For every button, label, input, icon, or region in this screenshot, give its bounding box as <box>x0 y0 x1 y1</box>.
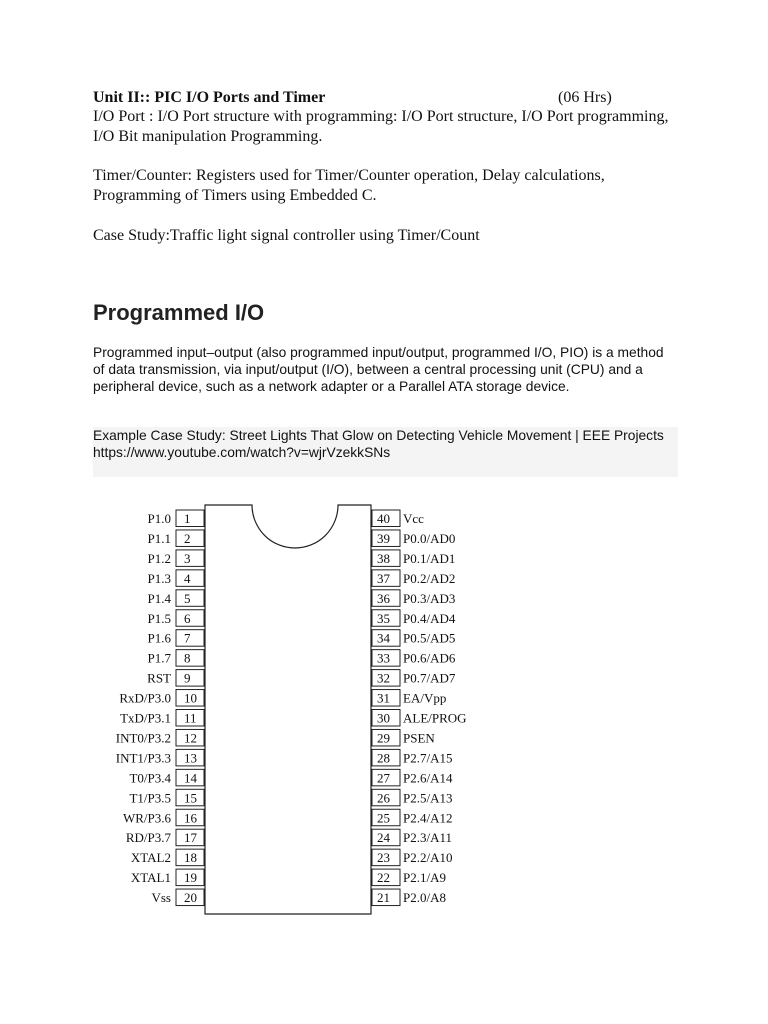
pin-label: P0.7/AD7 <box>403 670 456 686</box>
pin-number: 3 <box>184 550 191 566</box>
chip-body <box>205 505 371 914</box>
pin-18 <box>131 849 204 866</box>
pin-28 <box>372 749 452 766</box>
pin-number: 22 <box>377 870 390 886</box>
pin-label: EA/Vpp <box>403 690 447 706</box>
pin-number: 40 <box>377 511 390 526</box>
pin-35 <box>372 610 456 627</box>
pin-20 <box>151 889 204 906</box>
pin-15 <box>129 789 204 806</box>
example-link[interactable]: https://www.youtube.com/watch?v=wjrVzekkSNs <box>93 445 391 460</box>
pin-label: P1.6 <box>147 630 171 646</box>
pin-label: P0.5/AD5 <box>403 630 456 646</box>
pin-label: P2.0/A8 <box>403 890 446 906</box>
pin-24 <box>372 829 452 846</box>
pin-33 <box>372 650 456 667</box>
pin-number: 1 <box>184 511 191 526</box>
pin-label: XTAL2 <box>130 850 171 866</box>
pin-number: 7 <box>184 630 191 646</box>
pin-number: 20 <box>184 890 197 906</box>
pin-19 <box>131 869 204 886</box>
pin-3 <box>148 550 204 567</box>
pin-label: INT0/P3.2 <box>115 730 171 746</box>
pin-number: 28 <box>377 750 390 766</box>
chip-outline <box>205 505 371 914</box>
pin-number: 18 <box>184 850 197 866</box>
pin-4 <box>148 570 204 587</box>
pin-label: P0.3/AD3 <box>403 590 456 606</box>
pin-number: 38 <box>377 550 390 566</box>
pin-number: 29 <box>377 730 390 746</box>
pin-label: P2.1/A9 <box>403 870 446 886</box>
pin-8 <box>148 650 204 667</box>
pin-label: P2.4/A12 <box>403 810 453 826</box>
pin-number: 2 <box>184 530 191 546</box>
pin-label: ALE/PROG <box>403 710 467 726</box>
pin-32 <box>372 670 456 687</box>
right-pin-list <box>372 510 467 906</box>
pin-label: P0.4/AD4 <box>403 610 456 626</box>
pin-number: 23 <box>377 850 390 866</box>
pin-number: 8 <box>184 650 191 666</box>
pin-number: 37 <box>377 570 390 586</box>
pin-label: Vss <box>151 890 171 906</box>
pin-27 <box>372 769 453 786</box>
pin-label: T0/P3.4 <box>129 770 171 786</box>
pin-number: 21 <box>377 890 390 906</box>
section-title-programmed-io: Programmed I/O <box>93 300 265 325</box>
pin-number: 4 <box>184 570 191 586</box>
pin-36 <box>372 590 455 607</box>
pin-number: 10 <box>184 690 197 706</box>
pin-9 <box>147 670 204 687</box>
pin-26 <box>372 789 452 806</box>
pin-40 <box>372 510 424 527</box>
pin-label: PSEN <box>403 730 435 746</box>
pin-30 <box>372 710 467 727</box>
pin-number: 12 <box>184 730 197 746</box>
programmed-io-description: Programmed input–output (also programmed input/output, programmed I/O, PIO) is a method of data transmission, via input/output (I/O), between a central processing unit (CPU) and a peripheral device, such as a network adapter or a Parallel ATA storage device. <box>93 345 664 394</box>
pin-16 <box>123 809 204 826</box>
pin-number: 32 <box>377 670 390 686</box>
pin-number: 13 <box>184 750 197 766</box>
pin-number: 36 <box>377 590 390 606</box>
pin-label: WR/P3.6 <box>122 810 171 826</box>
pin-38 <box>372 550 455 567</box>
pin-5 <box>148 590 204 607</box>
pin-22 <box>372 869 446 886</box>
pin-10 <box>119 690 204 707</box>
pin-label: P1.2 <box>147 550 171 566</box>
pin-label: RD/P3.7 <box>125 830 171 846</box>
pin-label: P2.2/A10 <box>403 850 453 866</box>
pin-label: P2.6/A14 <box>403 770 453 786</box>
pin-label: INT1/P3.3 <box>115 750 171 766</box>
pin-label: XTAL1 <box>130 870 171 886</box>
pin-label: P0.1/AD1 <box>403 550 456 566</box>
pin-number: 35 <box>377 610 390 626</box>
pin-11 <box>120 710 204 727</box>
example-case-study-text: Example Case Study: Street Lights That Glow on Detecting Vehicle Movement | EEE Projects <box>93 428 664 443</box>
pin-number: 25 <box>377 810 390 826</box>
pin-14 <box>129 769 204 786</box>
pin-number: 30 <box>377 710 390 726</box>
pin-1 <box>148 510 204 527</box>
pin-23 <box>372 849 452 866</box>
left-pin-list <box>116 510 204 906</box>
pin-31 <box>372 690 446 707</box>
pin-37 <box>372 570 455 587</box>
pin-label: P1.0 <box>147 511 171 526</box>
timer-paragraph: Timer/Counter: Registers used for Timer/Counter operation, Delay calculations, Programming of Timers using Embedded C. <box>93 167 605 204</box>
pin-13 <box>116 749 204 766</box>
pin-label: P0.0/AD0 <box>403 530 456 546</box>
pin-label: Vcc <box>403 511 424 526</box>
pin-label: P2.5/A13 <box>403 790 453 806</box>
pin-number: 15 <box>184 790 197 806</box>
pin-17 <box>126 829 204 846</box>
pin-number: 27 <box>377 770 390 786</box>
pin-6 <box>148 610 204 627</box>
pin-21 <box>372 889 446 906</box>
pin-label: P1.3 <box>147 570 171 586</box>
pin-number: 19 <box>184 870 197 886</box>
pin-label: P2.7/A15 <box>403 750 453 766</box>
pin-label: RST <box>147 670 171 686</box>
unit-hours: (06 Hrs) <box>558 89 612 106</box>
pin-label: P1.7 <box>147 650 171 666</box>
pin-label: P0.2/AD2 <box>403 570 456 586</box>
pin-29 <box>372 729 435 746</box>
pin-number: 6 <box>184 610 191 626</box>
pin-34 <box>372 630 455 647</box>
pin-number: 33 <box>377 650 390 666</box>
pin-label: P1.5 <box>147 610 171 626</box>
io-port-paragraph: I/O Port : I/O Port structure with programming: I/O Port structure, I/O Port programming, I/O Bit manipulation Programming. <box>93 108 669 145</box>
pin-number: 31 <box>377 690 390 706</box>
pin-number: 34 <box>377 630 390 646</box>
pin-number: 9 <box>184 670 191 686</box>
case-study-paragraph: Case Study:Traffic light signal controller using Timer/Count <box>93 227 480 244</box>
pin-label: P1.4 <box>147 590 171 606</box>
pin-number: 14 <box>184 770 197 786</box>
pin-12 <box>116 729 204 746</box>
pin-number: 16 <box>184 810 197 826</box>
pin-number: 24 <box>377 830 390 846</box>
pin-label: TxD/P3.1 <box>120 710 171 726</box>
pin-label: P0.6/AD6 <box>403 650 456 666</box>
pin-number: 39 <box>377 530 390 546</box>
pin-number: 17 <box>184 830 197 846</box>
unit-title: Unit II:: PIC I/O Ports and Timer <box>93 89 326 106</box>
pin-number: 5 <box>184 590 191 606</box>
pin-25 <box>372 809 452 826</box>
pin-39 <box>372 530 455 547</box>
pin-7 <box>148 630 204 647</box>
pin-number: 11 <box>184 710 197 726</box>
pin-label: RxD/P3.0 <box>119 690 171 706</box>
pin-number: 26 <box>377 790 390 806</box>
pin-label: P2.3/A11 <box>403 830 452 846</box>
pin-2 <box>148 530 204 547</box>
pin-label: T1/P3.5 <box>129 790 171 806</box>
pin-label: P1.1 <box>147 530 171 546</box>
